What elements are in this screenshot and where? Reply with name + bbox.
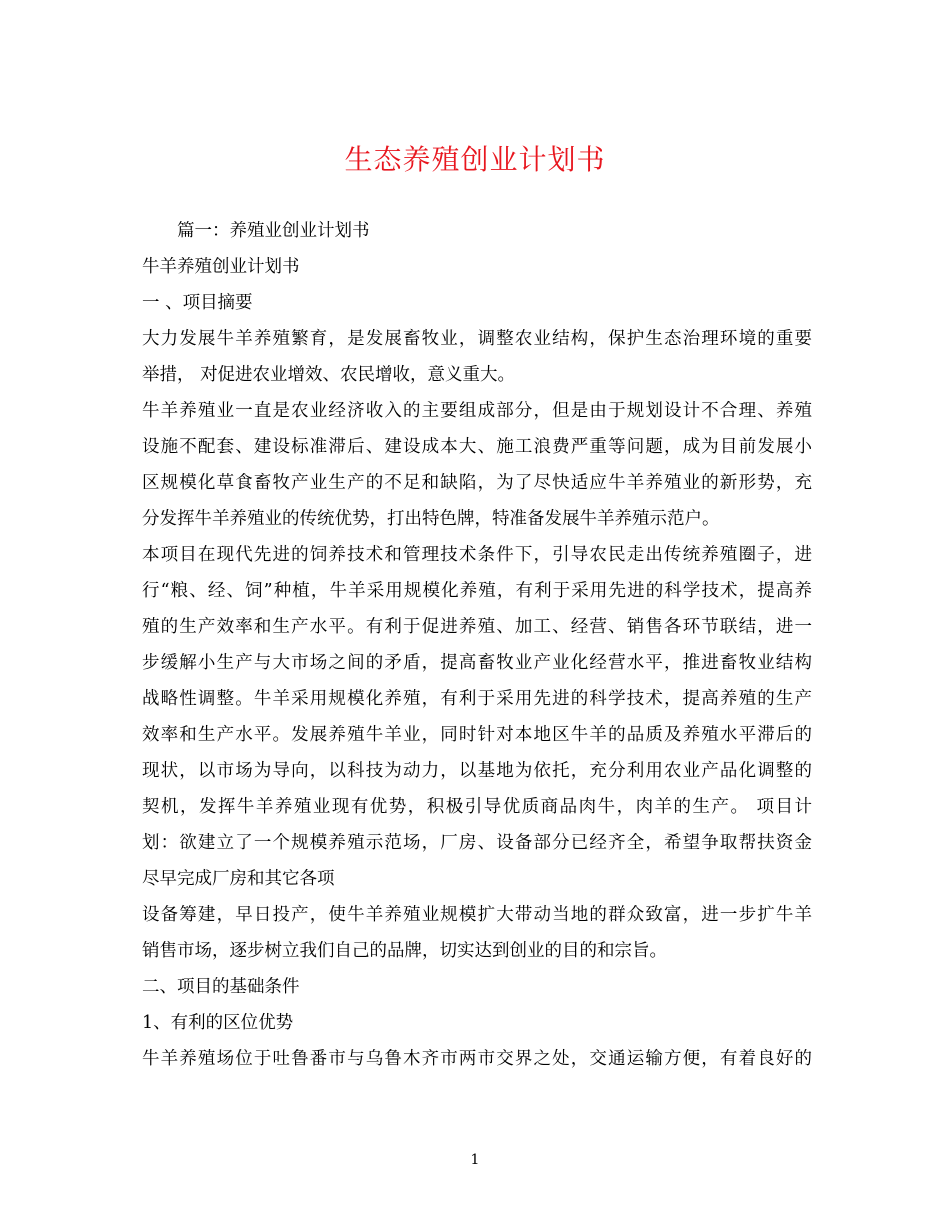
- document-body: [142, 213, 812, 1077]
- paragraph-line: 大力发展牛羊养殖繁育，是发展畜牧业，调整农业结构，保护生态治理环境的重要: [142, 329, 812, 349]
- paragraph-line: 举措， 对促进农业增效、农民增收，意义重大。: [142, 365, 516, 385]
- paragraph-line: 牛羊养殖业一直是农业经济收入的主要组成部分，但是由于规划设计不合理、养殖: [142, 401, 812, 421]
- paragraph-line: 殖的生产效率和生产水平。有利于促进养殖、加工、经营、销售各环节联结，进一: [142, 617, 812, 637]
- page-number: 1: [470, 1152, 480, 1168]
- paragraph-line: 销售市场，逐步树立我们自己的品牌，切实达到创业的目的和宗旨。: [142, 941, 667, 961]
- paragraph-line: 尽早完成厂房和其它各项: [142, 869, 335, 889]
- section-heading: 一 、项目摘要: [142, 293, 253, 313]
- document-title: 生态养殖创业计划书: [344, 143, 606, 176]
- paragraph-line: 战略性调整。牛羊采用规模化养殖，有利于采用先进的科学技术，提高养殖的生产: [142, 689, 812, 709]
- subtitle-line: 牛羊养殖创业计划书: [142, 257, 300, 277]
- paragraph-line: 牛羊养殖场位于吐鲁番市与乌鲁木齐市两市交界之处，交通运输方便，有着良好的: [142, 1049, 812, 1069]
- paragraph-line: 本项目在现代先进的饲养技术和管理技术条件下，引导农民走出传统养殖圈子，进: [142, 545, 812, 565]
- paragraph-line: 现状，以市场为导向，以科技为动力，以基地为依托，充分利用农业产品化调整的: [142, 761, 812, 781]
- section-heading: 篇一：养殖业创业计划书: [177, 221, 370, 241]
- paragraph-line: 区规模化草食畜牧产业生产的不足和缺陷，为了尽快适应牛羊养殖业的新形势，充: [142, 473, 812, 493]
- section-heading: 二、项目的基础条件: [142, 977, 300, 997]
- paragraph-line: 设备筹建，早日投产，使牛羊养殖业规模扩大带动当地的群众致富，进一步扩牛羊: [142, 905, 812, 925]
- paragraph-line: 契机，发挥牛羊养殖业现有优势，积极引导优质商品肉牛，肉羊的生产。 项目计: [142, 797, 812, 817]
- paragraph-line: 效率和生产水平。发展养殖牛羊业，同时针对本地区牛羊的品质及养殖水平滞后的: [142, 725, 812, 745]
- paragraph-line: 步缓解小生产与大市场之间的矛盾，提高畜牧业产业化经营水平，推进畜牧业结构: [142, 653, 812, 673]
- paragraph-line: 行“粮、经、饲”种植，牛羊采用规模化养殖，有利于采用先进的科学技术，提高养: [142, 581, 812, 601]
- paragraph-line: 划：欲建立了一个规模养殖示范场，厂房、设备部分已经齐全，希望争取帮扶资金: [142, 833, 812, 853]
- paragraph-line: 分发挥牛羊养殖业的传统优势，打出特色牌，特准备发展牛羊养殖示范户。: [142, 509, 720, 529]
- paragraph-line: 设施不配套、建设标准滞后、建设成本大、施工浪费严重等问题，成为目前发展小: [142, 437, 812, 457]
- subsection-heading: 1、有利的区位优势: [142, 1013, 294, 1033]
